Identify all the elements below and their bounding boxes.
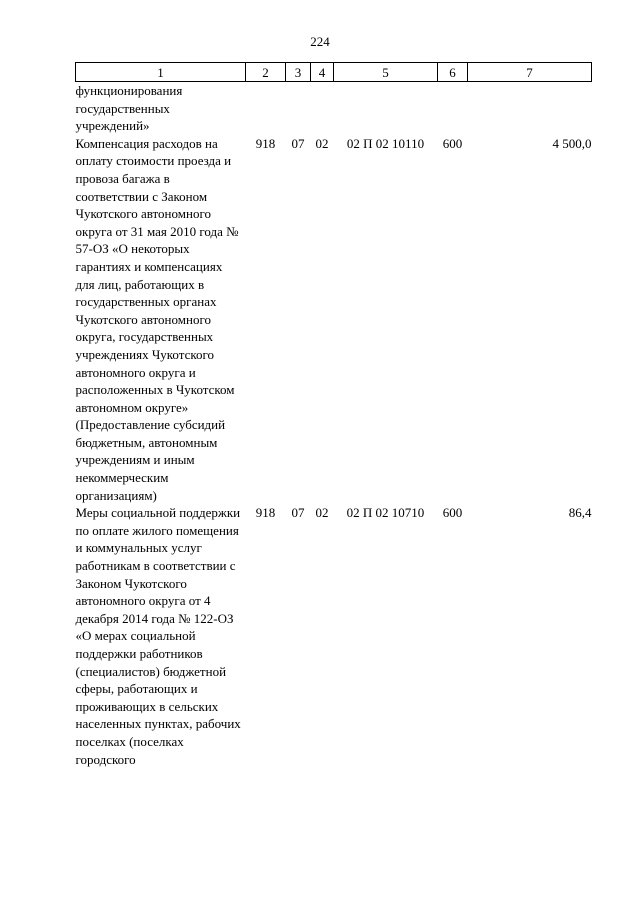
table-row <box>76 135 592 504</box>
row-gr <box>246 82 286 135</box>
column-header-3: 3 <box>286 63 311 82</box>
column-header-6: 6 <box>438 63 468 82</box>
row-name: функционирования государственных учреждений» <box>75 83 183 134</box>
row-vr <box>438 82 468 135</box>
row-rz: 07 <box>291 135 305 151</box>
row-pr <box>311 82 334 135</box>
table-header-row <box>76 63 592 82</box>
row-sum: 4 500,0 <box>552 135 592 151</box>
row-vr: 600 <box>442 135 463 151</box>
row-gr: 918 <box>255 135 276 151</box>
row-gr: 918 <box>255 505 276 521</box>
page-number: 224 <box>310 34 330 49</box>
table-row <box>76 504 592 768</box>
column-header-5: 5 <box>334 63 438 82</box>
column-header-7: 7 <box>468 63 592 82</box>
row-rz: 07 <box>291 505 305 521</box>
column-header-2: 2 <box>246 63 286 82</box>
row-csr <box>334 82 438 135</box>
row-csr: 02 П 02 10110 <box>346 135 425 151</box>
row-pr: 02 <box>315 505 329 521</box>
row-rz <box>286 82 311 135</box>
row-sum <box>468 82 592 135</box>
row-name: Меры социальной поддержки по оплате жилого помещения и коммунальных услуг работникам в соответствии с Законом Чукотского автономного округа от 4 декабря 2014 года № 122-ОЗ «О мерах социальной поддержки работников (специалистов) бюджетной сферы, работающих и проживающих в сельских населенных пунктах, рабочих поселках (поселках городского <box>75 505 241 767</box>
column-header-1: 1 <box>76 63 246 82</box>
table-row <box>76 82 592 135</box>
row-name: Компенсация расходов на оплату стоимости проезда и провоза багажа в соответствии с Законом Чукотского автономного округа от 31 мая 2010 года № 57-ОЗ «О некоторых гарантиях и компенсациях для лиц, работающих в государственных органах Чукотского автономного округа, государственных учреждениях Чукотского автономного округа и расположенных в Чукотском автономном округе» (Предоставление субсидий бюджетным, автономным учреждениям и иным некоммерческим организациям) <box>75 135 239 503</box>
budget-table <box>75 62 592 768</box>
column-header-4: 4 <box>311 63 334 82</box>
row-vr: 600 <box>442 505 463 521</box>
row-pr: 02 <box>315 135 329 151</box>
row-csr: 02 П 02 10710 <box>346 505 425 521</box>
row-sum: 86,4 <box>568 505 592 521</box>
